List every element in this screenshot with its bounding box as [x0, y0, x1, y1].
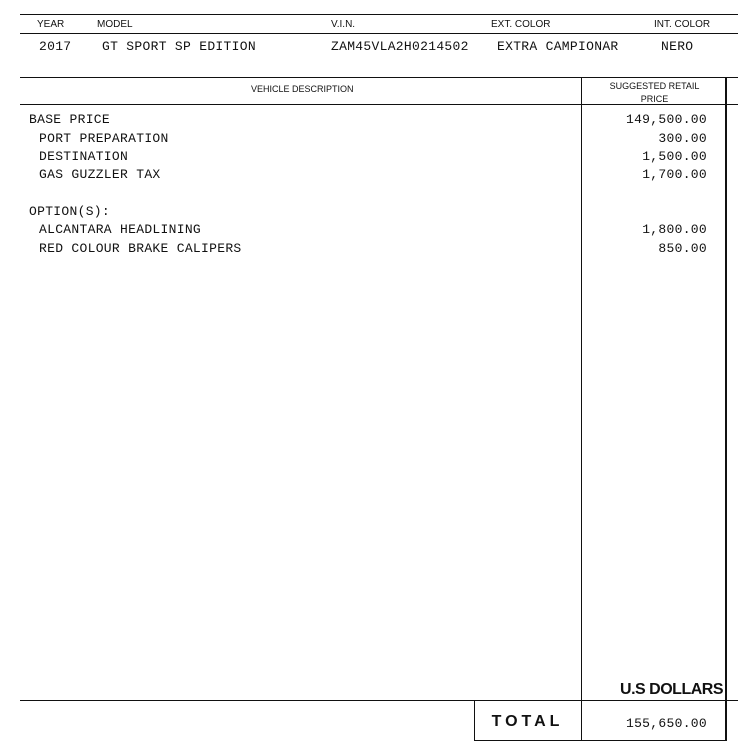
ext-color-value: EXTRA CAMPIONAR [497, 39, 619, 54]
port-preparation-label: PORT PREPARATION [39, 131, 169, 146]
gas-guzzler-tax-value: 1,700.00 [642, 167, 707, 182]
price-line: PRICE [640, 94, 669, 104]
destination-label: DESTINATION [39, 149, 129, 164]
model-label: MODEL [97, 19, 133, 30]
right-border [725, 77, 727, 741]
vin-value: ZAM45VLA2H0214502 [331, 39, 469, 54]
base-price-value: 149,500.00 [625, 112, 707, 127]
header-top-rule [20, 14, 738, 15]
port-preparation-value: 300.00 [658, 131, 707, 146]
currency-label: U.S DOLLARS [620, 681, 723, 698]
int-color-value: NERO [661, 39, 694, 54]
suggested-retail-line: SUGGESTED RETAIL [609, 81, 700, 91]
year-value: 2017 [39, 39, 72, 54]
header-label-rule [20, 33, 738, 34]
ext-color-label: EXT. COLOR [491, 19, 551, 30]
gas-guzzler-tax-label: GAS GUZZLER TAX [39, 167, 161, 182]
alcantara-headlining-label: ALCANTARA HEADLINING [39, 222, 202, 237]
red-brake-calipers-label: RED COLOUR BRAKE CALIPERS [39, 241, 242, 256]
total-top-rule [20, 700, 738, 701]
destination-value: 1,500.00 [642, 149, 707, 164]
table-top-rule [20, 77, 738, 78]
red-brake-calipers-value: 850.00 [658, 241, 707, 256]
total-bottom-rule [474, 740, 727, 741]
alcantara-headlining-value: 1,800.00 [642, 222, 707, 237]
year-label: YEAR [37, 19, 65, 30]
model-value: GT SPORT SP EDITION [102, 39, 256, 54]
base-price-label: BASE PRICE [29, 112, 111, 127]
total-label: TOTAL [491, 713, 564, 730]
suggested-retail-price-header [582, 80, 727, 106]
options-heading: OPTION(S): [29, 204, 111, 219]
vin-label: V.I.N. [331, 19, 356, 30]
int-color-label: INT. COLOR [654, 19, 711, 30]
total-value: 155,650.00 [625, 716, 707, 731]
vehicle-description-header: VEHICLE DESCRIPTION [251, 84, 354, 94]
table-header-rule [20, 104, 738, 105]
